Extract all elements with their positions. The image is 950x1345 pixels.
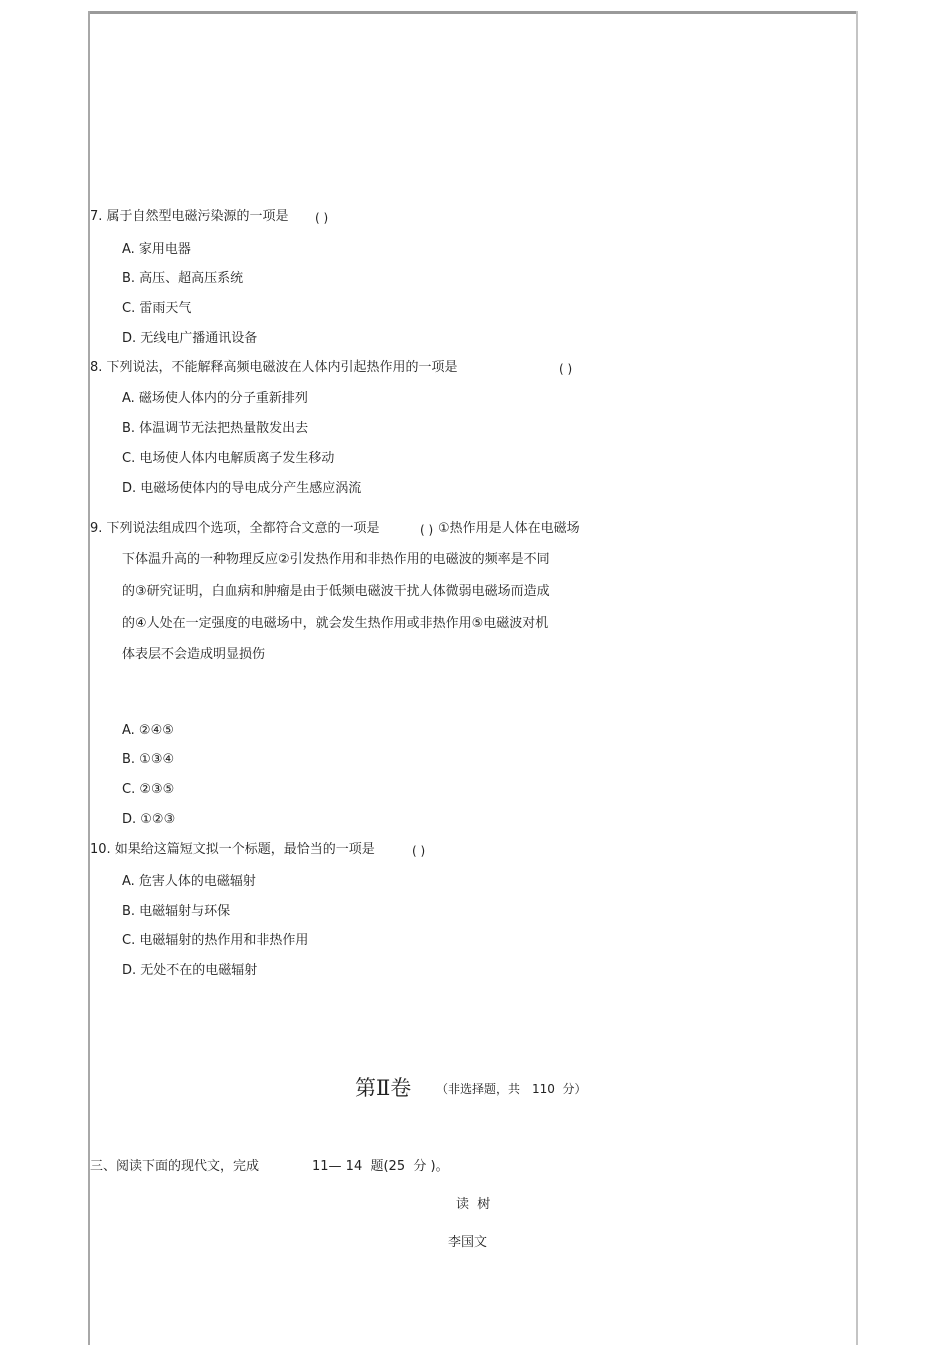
option-b: B. 高压、超高压系统 (122, 271, 244, 286)
answer-blank: ( ) (559, 362, 573, 376)
option-b: B. ①③④ (122, 752, 175, 767)
option-b: B. 电磁辐射与环保 (122, 904, 231, 919)
section-note: （非选择题，共 110 分） (436, 1082, 587, 1096)
question-9-text-line: 体表层不会造成明显损伤 (122, 647, 266, 662)
option-c: C. 电场使人体内电解质离子发生移动 (122, 451, 335, 466)
option-a: A. 危害人体的电磁辐射 (122, 874, 256, 889)
answer-blank: ( ) (315, 211, 329, 225)
option-c: C. 雷雨天气 (122, 301, 192, 316)
question-9-text-line: 的③研究证明，白血病和肿瘤是由于低频电磁波干扰人体微弱电磁场而造成 (122, 584, 550, 599)
option-b: B. 体温调节无法把热量散发出去 (122, 421, 309, 436)
question-10-stem: 10. 如果给这篇短文拟一个标题，最恰当的一项是 (90, 842, 375, 857)
page-border-right (856, 11, 858, 1345)
question-9-text-line: 下体温升高的一种物理反应②引发热作用和非热作用的电磁波的频率是不同 (122, 552, 550, 567)
question-9-text-line: ①热作用是人体在电磁场 (438, 521, 580, 536)
part-3-question-range: 11— 14 题(25 分 )。 (312, 1159, 449, 1174)
question-7-stem: 7. 属于自然型电磁污染源的一项是 (90, 209, 289, 224)
essay-title: 读 树 (456, 1197, 491, 1212)
question-9-text-line: 的④人处在一定强度的电磁场中，就会发生热作用或非热作用⑤电磁波对机 (122, 616, 549, 631)
question-8-stem: 8. 下列说法，不能解释高频电磁波在人体内引起热作用的一项是 (90, 360, 458, 375)
option-a: A. 家用电器 (122, 242, 191, 257)
option-d: D. 无处不在的电磁辐射 (122, 963, 258, 978)
page-border-top (88, 11, 858, 14)
section-title: 第Ⅱ卷 (355, 1076, 412, 1100)
answer-blank: ( ) (420, 523, 434, 537)
option-a: A. 磁场使人体内的分子重新排列 (122, 391, 308, 406)
answer-blank: ( ) (412, 844, 426, 858)
part-3-instruction: 三、阅读下面的现代文，完成 (90, 1159, 260, 1174)
option-a: A. ②④⑤ (122, 723, 174, 738)
option-d: D. 无线电广播通讯设备 (122, 331, 258, 346)
option-d: D. 电磁场使体内的导电成分产生感应涡流 (122, 481, 362, 496)
essay-author: 李国文 (448, 1235, 488, 1250)
option-c: C. 电磁辐射的热作用和非热作用 (122, 933, 309, 948)
option-c: C. ②③⑤ (122, 782, 175, 797)
option-d: D. ①②③ (122, 812, 176, 827)
question-9-stem: 9. 下列说法组成四个选项，全都符合文意的一项是 (90, 521, 380, 536)
